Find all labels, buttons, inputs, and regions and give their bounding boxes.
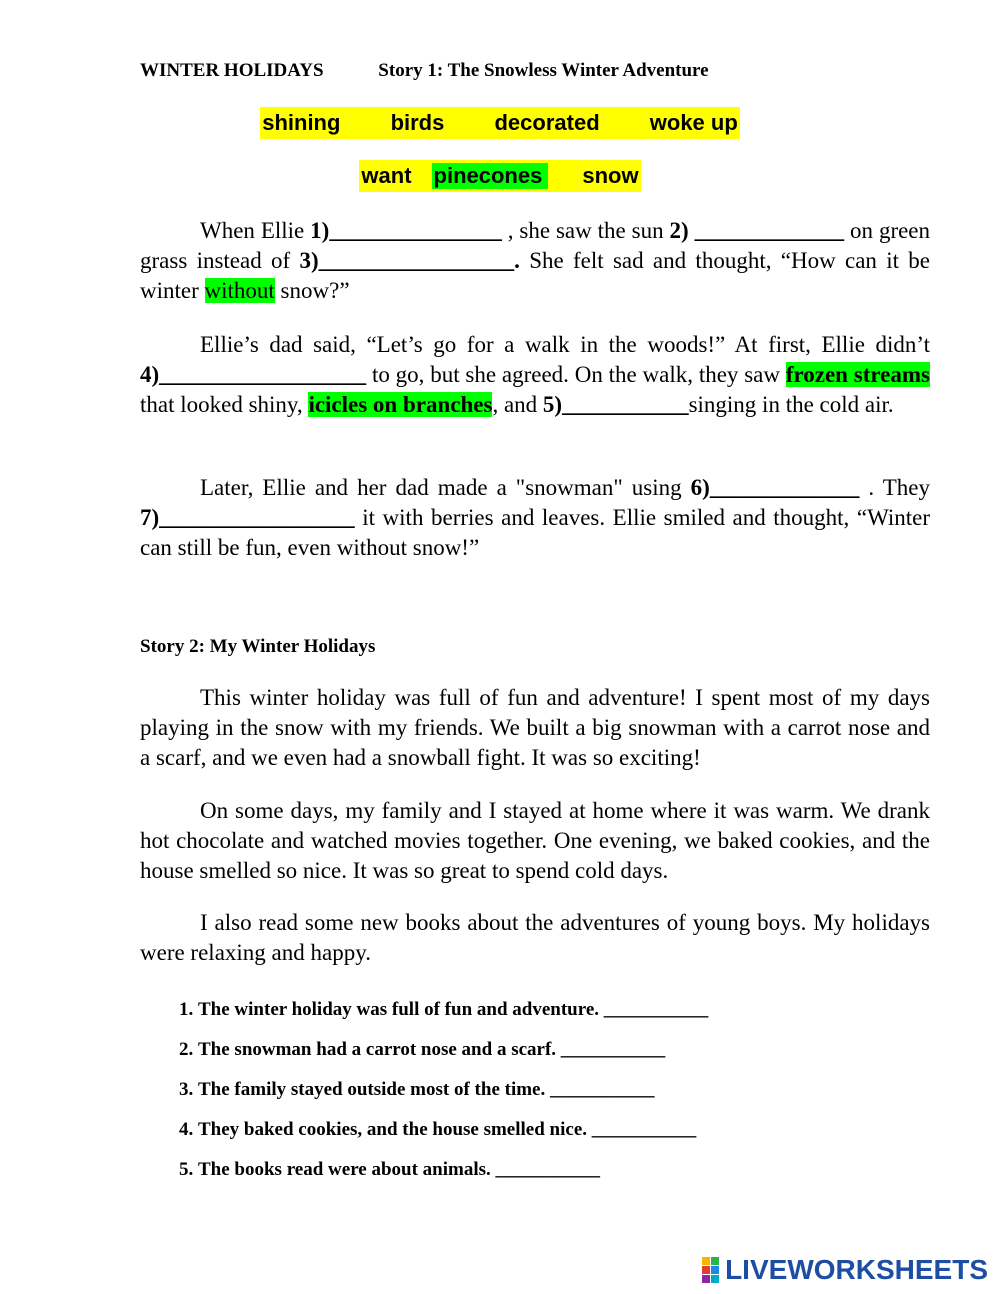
text: it with berries and leaves. Ellie smiled and thought, “Winter can still be fun, even without snow!”: [140, 505, 930, 560]
story2-title: Story 2: My Winter Holidays: [140, 636, 376, 657]
highlighted-word: without: [204, 278, 275, 303]
blank-number: 5): [542, 392, 563, 417]
logo-icon: [702, 1257, 719, 1283]
word-bank-item: pinecones: [432, 163, 549, 189]
story2-paragraph-1: This winter holiday was full of fun and adventure! I spent most of my days playing in the snow with my friends. We built a big snowman with a carrot nose and a scarf, and we even had a snowball fight. It was so exciting!: [140, 685, 930, 770]
highlighted-phrase: icicles on branches: [308, 392, 493, 417]
word-bank-item: shining: [262, 110, 341, 135]
text: to go, but she agreed. On the walk, they saw: [366, 362, 786, 387]
text: , and: [492, 392, 543, 417]
word-bank-row-1: [0, 107, 1000, 139]
blank-number: 6): [690, 475, 710, 500]
answer-blank-2[interactable]: _____________: [688, 218, 845, 243]
answer-blank-4[interactable]: __________________: [159, 362, 367, 387]
word-bank-item: decorated: [494, 110, 600, 135]
text: on green grass instead of: [140, 218, 931, 273]
worksheet-title: WINTER HOLIDAYS: [140, 60, 324, 81]
logo-text: LIVEWORKSHEETS: [725, 1254, 988, 1285]
text: Later, Ellie and her dad made a "snowman" using: [200, 475, 691, 500]
text: When Ellie: [200, 218, 311, 243]
question-item[interactable]: 3. The family stayed outside most of the time. ___________: [198, 1070, 958, 1110]
story1-paragraph-3: [140, 473, 930, 563]
answer-blank-6[interactable]: _____________: [709, 475, 860, 500]
story1-paragraph-2: [140, 330, 930, 420]
question-item[interactable]: 5. The books read were about animals. ___________: [198, 1150, 958, 1190]
story2-paragraph-3: I also read some new books about the adventures of young boys. My holidays were relaxing and happy.: [140, 910, 930, 965]
story1-paragraph-1: [140, 216, 930, 306]
liveworksheets-logo: [702, 1254, 988, 1286]
word-bank-item: birds: [390, 110, 445, 135]
true-false-questions: [170, 990, 958, 1190]
highlighted-phrase: frozen streams: [785, 362, 930, 387]
worksheet-header: [140, 60, 709, 82]
text: singing in the cold air.: [688, 392, 894, 417]
answer-blank-1[interactable]: _______________: [329, 218, 502, 243]
word-bank-item: snow: [582, 163, 639, 188]
text: She felt sad and thought, “How can it be winter: [140, 248, 930, 303]
blank-number: 1): [310, 218, 330, 243]
question-item[interactable]: 1. The winter holiday was full of fun and adventure. ___________: [198, 990, 958, 1030]
question-item[interactable]: 2. The snowman had a carrot nose and a scarf. ___________: [198, 1030, 958, 1070]
text: Ellie’s dad said, “Let’s go for a walk in the woods!” At first, Ellie didn’t: [200, 332, 930, 357]
text: , she saw the sun: [501, 218, 670, 243]
text: . They: [859, 475, 931, 500]
blank-number: 4): [140, 362, 160, 387]
text: snow?”: [274, 278, 350, 303]
blank-number: 3): [299, 248, 319, 273]
story1-title: Story 1: The Snowless Winter Adventure: [378, 60, 709, 81]
text: that looked shiny,: [140, 392, 309, 417]
answer-blank-3[interactable]: _________________.: [318, 248, 520, 273]
word-bank-item: woke up: [649, 110, 738, 135]
word-bank-row-2: [0, 160, 1000, 192]
word-bank-item: want: [361, 163, 412, 188]
blank-number: 2): [669, 218, 689, 243]
question-item[interactable]: 4. They baked cookies, and the house smelled nice. ___________: [198, 1110, 958, 1150]
answer-blank-7[interactable]: _________________: [159, 505, 355, 530]
blank-number: 7): [140, 505, 160, 530]
story2-paragraph-2: On some days, my family and I stayed at home where it was warm. We drank hot chocolate and watched movies together. One evening, we baked cookies, and the house smelled so nice. It was so great to spend cold days.: [140, 798, 930, 883]
answer-blank-5[interactable]: ___________: [562, 392, 689, 417]
